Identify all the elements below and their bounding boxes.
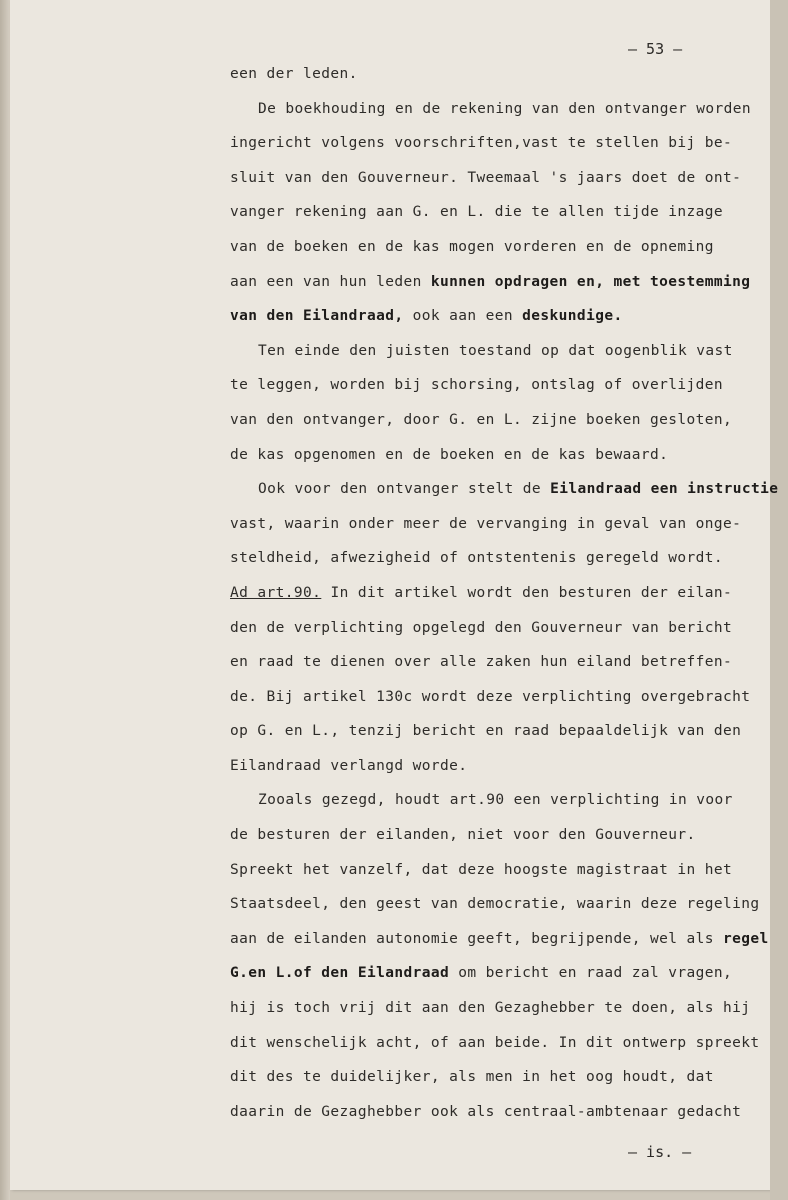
text-line: Spreekt het vanzelf, dat deze hoogste magistraat in het [230, 861, 733, 878]
page-number: — 53 — [628, 40, 683, 58]
text-line: daarin de Gezaghebber ook als centraal-ambtenaar gedacht [230, 1103, 742, 1120]
text-line: Eilandraad verlangd worde. [230, 757, 468, 774]
binding-edge [0, 0, 10, 1200]
text-line: Zooals gezegd, houdt art.90 een verplichting in voor [258, 792, 733, 809]
text-line: de. Bij artikel 130c wordt deze verplichting overgebracht [230, 688, 751, 705]
catchword: — is. — [628, 1143, 692, 1161]
text-line: te leggen, worden bij schorsing, ontslag of overlijden [230, 377, 724, 394]
text-line: aan de eilanden autonomie geeft, begrijpende, wel als regel [230, 930, 769, 947]
text-line: Ad art.90. In dit artikel wordt den besturen der eilan- [230, 584, 733, 601]
page-edge [770, 0, 788, 1200]
text-line: De boekhouding en de rekening van den ontvanger worden [258, 100, 752, 117]
text-line: een der leden. [230, 66, 358, 82]
text-line: van de boeken en de kas mogen vorderen en de opneming [230, 238, 714, 255]
text-line: de besturen der eilanden, niet voor den Gouverneur. [230, 827, 696, 844]
text-line: den de verplichting opgelegd den Gouverneur van bericht [230, 619, 733, 636]
text-line: vanger rekening aan G. en L. die te allen tijde inzage [230, 204, 724, 221]
text-line: van den ontvanger, door G. en L. zijne boeken gesloten, [230, 411, 733, 428]
text-line: op G. en L., tenzij bericht en raad bepaaldelijk van den [230, 723, 742, 740]
body-text [230, 64, 779, 1136]
text-line: aan een van hun leden kunnen opdragen en, met toestemming [230, 273, 751, 290]
text-line: dit des te duidelijker, als men in het oog houdt, dat [230, 1069, 714, 1086]
text-line: sluit van den Gouverneur. Tweemaal 's jaars doet de ont- [230, 169, 742, 186]
text-line: Ten einde den juisten toestand op dat oogenblik vast [258, 342, 733, 359]
text-line: steldheid, afwezigheid of ontstentenis geregeld wordt. [230, 550, 724, 567]
text-line: ingericht volgens voorschriften,vast te stellen bij be- [230, 135, 733, 152]
text-line: G.en L.of den Eilandraad om bericht en raad zal vragen, [230, 965, 733, 982]
text-line: vast, waarin onder meer de vervanging in geval van onge- [230, 515, 742, 532]
text-line: de kas opgenomen en de boeken en de kas bewaard. [230, 446, 669, 463]
text-line: en raad te dienen over alle zaken hun eiland betreffen- [230, 654, 733, 671]
text-line: van den Eilandraad, ook aan een deskundige. [230, 308, 623, 325]
text-line: hij is toch vrij dit aan den Gezaghebber te doen, als hij [230, 1000, 751, 1017]
text-line: Ook voor den ontvanger stelt de Eilandraad een instructie [258, 481, 779, 498]
text-line: dit wenschelijk acht, of aan beide. In dit ontwerp spreekt [230, 1034, 760, 1051]
text-line: Staatsdeel, den geest van democratie, waarin deze regeling [230, 896, 760, 913]
